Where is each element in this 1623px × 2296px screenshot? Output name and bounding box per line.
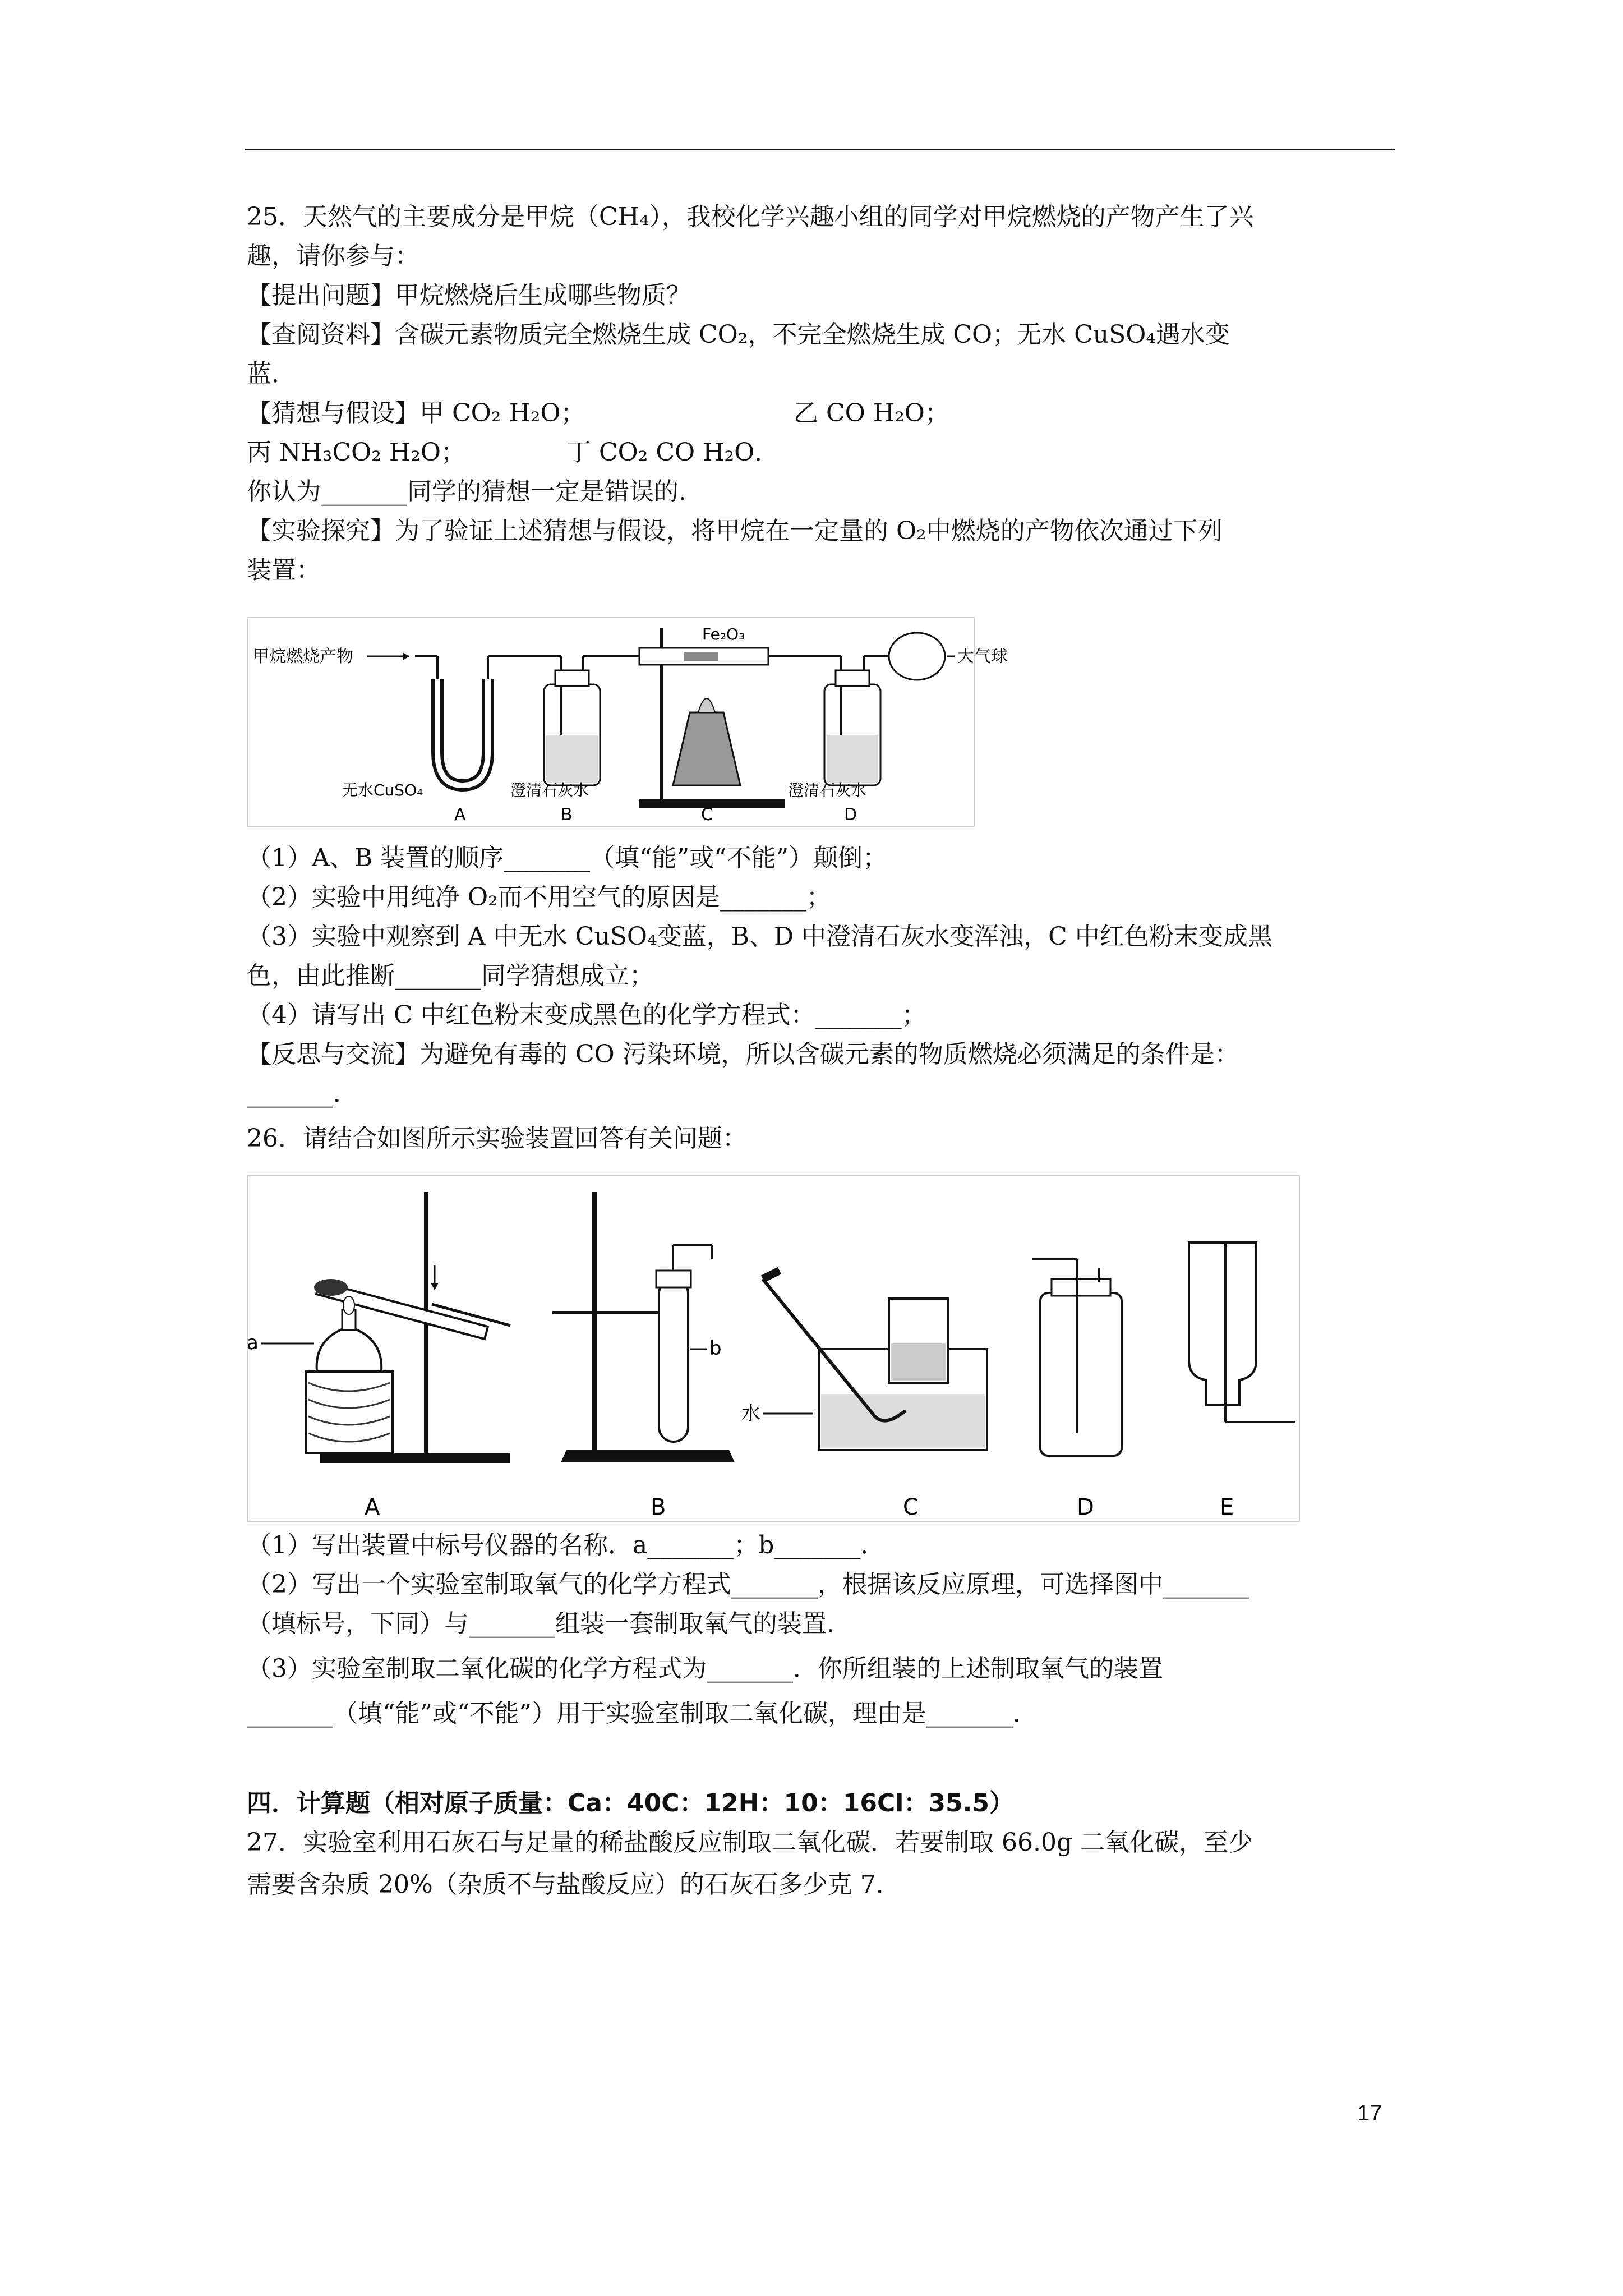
q25-experiment-cont: 装置： <box>247 556 321 585</box>
q25-info: 【查阅资料】含碳元素物质完全燃烧生成 CO₂，不完全燃烧生成 CO；无水 CuSO₄遇水变 <box>247 320 1230 349</box>
q26-sub-3a: （3）实验室制取二氧化碳的化学方程式为_______．你所组装的上述制取氧气的装置 <box>247 1654 1163 1683</box>
a-reagent-label: 无水CuSO₄ <box>342 781 423 799</box>
water-label: 水 <box>741 1402 760 1425</box>
q25-sub-3a: （3）实验中观察到 A 中无水 CuSO₄变蓝，B、D 中澄清石灰水变浑浊，C 中红色粉末变成黑 <box>247 922 1272 951</box>
apparatus-letter-d: D <box>844 805 857 825</box>
setup-letter-a: A <box>365 1494 380 1520</box>
q25-wrong-guess: 你认为_______同学的猜想一定是错误的． <box>247 477 703 506</box>
q26-sub-2a: （2）写出一个实验室制取氧气的化学方程式_______，根据该反应原理，可选择图中_______ <box>247 1570 1249 1599</box>
apparatus-letter-a: A <box>454 805 466 825</box>
q27-line-1: 27．实验室利用石灰石与足量的稀盐酸反应制取二氧化碳．若要制取 66.0g 二氧化碳，至少 <box>247 1828 1253 1857</box>
apparatus-figure-1 <box>247 617 1008 827</box>
q25-sub-4: （4）请写出 C 中红色粉末变成黑色的化学方程式：_______； <box>247 1001 926 1029</box>
q25-experiment: 【实验探究】为了验证上述猜想与假设，将甲烷在一定量的 O₂中燃烧的产物依次通过下列 <box>247 517 1223 545</box>
q25-hypothesis-yi: 乙 CO H₂O； <box>794 399 949 427</box>
d-reagent-label: 澄清石灰水 <box>788 781 867 799</box>
page-number: 17 <box>1357 2101 1382 2125</box>
section-4-title: 四．计算题（相对原子质量：Ca：40C：12H：10：16Cl：35.5） <box>247 1789 1014 1818</box>
input-label: 甲烷燃烧产物 <box>252 647 353 666</box>
q25-hypothesis-jia: 【猜想与假设】甲 CO₂ H₂O； <box>247 399 585 427</box>
apparatus-letter-b: B <box>561 805 573 825</box>
setup-letter-e: E <box>1220 1494 1234 1520</box>
q26-sub-1: （1）写出装置中标号仪器的名称．a_______；b_______． <box>247 1531 886 1559</box>
q26-sub-3b: _______（填“能”或“不能”）用于实验室制取二氧化碳，理由是_______． <box>247 1699 1038 1728</box>
q25-sub-3b: 色，由此推断_______同学猜想成立； <box>247 961 654 990</box>
apparatus-letter-c: C <box>701 805 713 825</box>
instrument-mark-b: b <box>709 1337 722 1360</box>
q25-hypothesis-ding: 丁 CO₂ CO H₂O． <box>566 438 780 467</box>
q25-info-cont: 蓝． <box>247 360 296 388</box>
balloon-label: 大气球 <box>957 647 1008 666</box>
b-reagent-label: 澄清石灰水 <box>510 781 589 799</box>
q25-hypothesis-bing: 丙 NH₃CO₂ H₂O； <box>247 438 465 467</box>
q26-sub-2b: （填标号，下同）与_______组装一套制取氧气的装置． <box>247 1609 851 1638</box>
q25-sub-2: （2）实验中用纯净 O₂而不用空气的原因是_______； <box>247 883 831 912</box>
header-rule <box>245 149 1395 150</box>
apparatus-figure-2 <box>247 1175 1301 1523</box>
instrument-mark-a: a <box>247 1332 259 1354</box>
q27-line-2: 需要含杂质 20%（杂质不与盐酸反应）的石灰石多少克 7． <box>247 1870 901 1899</box>
q25-line-1: 25．天然气的主要成分是甲烷（CH₄），我校化学兴趣小组的同学对甲烷燃烧的产物产生了兴 <box>247 203 1254 231</box>
q25-reflection-blank: _______． <box>247 1079 358 1108</box>
setup-letter-c: C <box>903 1494 919 1520</box>
setup-letter-b: B <box>651 1494 666 1520</box>
q25-line-2: 趣，请你参与： <box>247 242 419 270</box>
setup-letter-d: D <box>1077 1494 1094 1520</box>
q26-intro: 26．请结合如图所示实验装置回答有关问题： <box>247 1124 747 1153</box>
oxide-label: Fe₂O₃ <box>702 625 745 643</box>
q25-reflection: 【反思与交流】为避免有毒的 CO 污染环境，所以含碳元素的物质燃烧必须满足的条件是： <box>247 1040 1239 1069</box>
q25-sub-1: （1）A、B 装置的顺序_______（填“能”或“不能”）颠倒； <box>247 844 888 872</box>
q25-question: 【提出问题】甲烷燃烧后生成哪些物质？ <box>247 281 691 310</box>
